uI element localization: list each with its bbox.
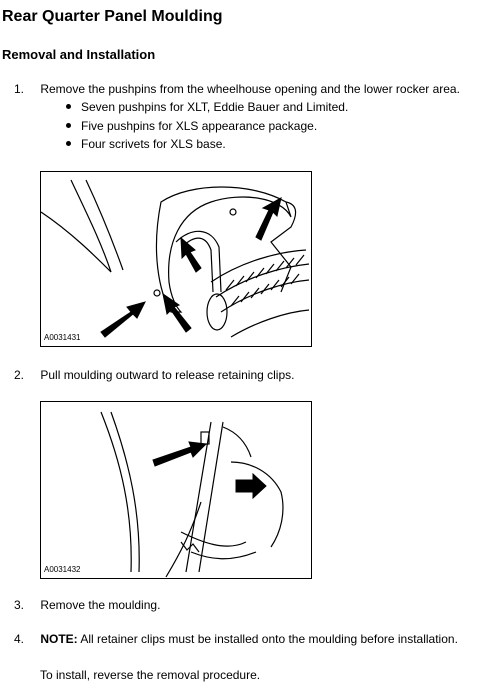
step-number: 2. xyxy=(13,368,24,382)
bullet-text: Seven pushpins for XLT, Eddie Bauer and Limited. xyxy=(81,100,349,114)
bullet-icon xyxy=(66,141,71,146)
install-instruction: To install, reverse the removal procedure. xyxy=(40,668,261,682)
step-text: Pull moulding outward to release retaining clips. xyxy=(40,368,295,382)
bullet-text: Five pushpins for XLS appearance package. xyxy=(81,119,318,133)
section-heading: Removal and Installation xyxy=(2,47,156,62)
figure-wheelhouse-pushpins xyxy=(40,171,312,347)
figure-pull-moulding xyxy=(40,401,312,579)
figure-id: A0031432 xyxy=(44,565,81,574)
page-title: Rear Quarter Panel Moulding xyxy=(2,8,223,25)
step-text: All retainer clips must be installed onto the moulding before installation. xyxy=(77,632,458,646)
bullet-item xyxy=(66,137,226,152)
bullet-item xyxy=(66,100,348,115)
step-3 xyxy=(2,598,160,613)
step-text: Remove the moulding. xyxy=(40,598,161,612)
step-2 xyxy=(2,368,294,383)
bullet-icon xyxy=(66,104,71,109)
step-number: 3. xyxy=(13,598,24,612)
step-number: 4. xyxy=(13,632,24,646)
step-4 xyxy=(2,632,458,647)
figure-id: A0031431 xyxy=(44,333,81,342)
note-label: NOTE: xyxy=(40,632,78,646)
step-1 xyxy=(2,82,460,97)
bullet-item xyxy=(66,119,317,134)
bullet-icon xyxy=(66,123,71,128)
wheelhouse-illustration xyxy=(41,172,311,346)
step-number: 1. xyxy=(13,82,24,96)
bullet-text: Four scrivets for XLS base. xyxy=(81,137,226,151)
moulding-illustration xyxy=(41,402,311,578)
step-text: Remove the pushpins from the wheelhouse opening and the lower rocker area. xyxy=(40,82,460,96)
